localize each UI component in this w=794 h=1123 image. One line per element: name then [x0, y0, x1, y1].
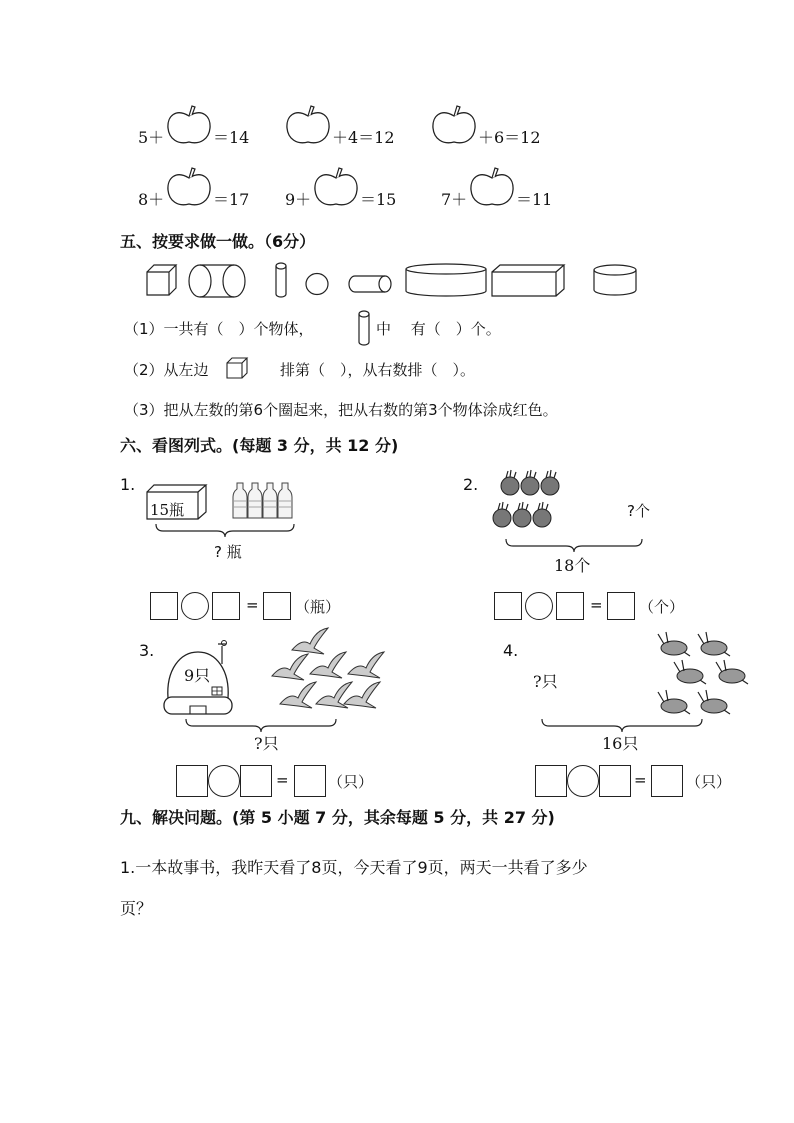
equation-right: ＋4＝12 [332, 128, 395, 147]
section-5-title: 五、按要求做一做。（6分） [120, 232, 316, 251]
cube-icon [146, 264, 178, 296]
equals-sign: = [634, 771, 647, 789]
operator-circle[interactable] [525, 592, 553, 620]
equals-sign: = [276, 771, 289, 789]
equation-right: ＝15 [360, 190, 397, 209]
question-label: ?只 [254, 734, 279, 753]
cube-icon [226, 357, 248, 379]
section-5-q1-tail: 中 有（ ）个。 [376, 320, 501, 338]
answer-box[interactable] [494, 592, 522, 620]
equals-sign: = [246, 596, 259, 614]
rabbit-group-icon [652, 630, 752, 722]
sphere-icon [304, 272, 330, 296]
problem-number: 1. [120, 475, 136, 494]
cuboid-icon [491, 264, 565, 297]
rabbit-icon [701, 641, 727, 655]
answer-box[interactable] [556, 592, 584, 620]
section-5-q1-text: （1）一共有（ ）个物体， [124, 320, 314, 338]
radish-icon [501, 477, 519, 495]
problem-number: 4. [503, 641, 519, 660]
brace [155, 522, 295, 538]
radish-icon [513, 509, 531, 527]
bottles-icon [232, 481, 294, 521]
equation-left: 9＋ [285, 190, 312, 209]
answer-box[interactable] [607, 592, 635, 620]
question-label: ? 瓶 [214, 543, 242, 561]
brace [505, 538, 643, 554]
rabbit-icon [719, 669, 745, 683]
equation-left: 8＋ [138, 190, 165, 209]
right-label: ?个 [627, 502, 650, 520]
rabbit-icon [677, 669, 703, 683]
thin-cylinder-icon [357, 310, 371, 346]
unit-label: （瓶） [295, 598, 341, 616]
total-label: 18个 [554, 556, 591, 575]
radish-icon [521, 477, 539, 495]
operator-circle[interactable] [208, 765, 240, 797]
answer-box[interactable] [240, 765, 272, 797]
unit-label: （只） [328, 773, 374, 791]
bottle-icon [248, 483, 262, 518]
answer-box[interactable] [651, 765, 683, 797]
radish-icon [493, 509, 511, 527]
problem-number: 3. [139, 641, 155, 660]
section-5-q2-text: （2）从左边 [124, 361, 209, 379]
word-problem-line-2: 页？ [120, 899, 153, 918]
operator-circle[interactable] [181, 592, 209, 620]
house-label: 9只 [184, 666, 211, 685]
short-cylinder-icon [593, 264, 637, 296]
bottle-icon [233, 483, 247, 518]
radish-group-icon [494, 468, 570, 534]
total-label: 16只 [602, 734, 639, 753]
answer-box[interactable] [535, 765, 567, 797]
swallow-icon [272, 654, 308, 680]
rabbit-icon [661, 641, 687, 655]
problem-number: 2. [463, 475, 479, 494]
unit-label: （个） [639, 598, 685, 616]
apple-icon [431, 104, 477, 146]
radish-icon [541, 477, 559, 495]
brace [185, 718, 337, 734]
answer-box[interactable] [212, 592, 240, 620]
brace [541, 718, 703, 734]
swallow-flock-icon [270, 628, 388, 720]
answer-box[interactable] [176, 765, 208, 797]
operator-circle[interactable] [567, 765, 599, 797]
equals-sign: = [590, 596, 603, 614]
equation-right: ＝17 [213, 190, 250, 209]
section-6-title: 六、看图列式。(每题 3 分，共 12 分) [120, 436, 399, 455]
rabbit-icon [661, 699, 687, 713]
bottle-icon [278, 483, 292, 518]
answer-box[interactable] [599, 765, 631, 797]
equation-left: 5＋ [138, 128, 165, 147]
equation-right: ＝14 [213, 128, 250, 147]
apple-icon [285, 104, 331, 146]
apple-icon [469, 166, 515, 208]
left-label: ?只 [533, 672, 558, 691]
swallow-icon [292, 628, 328, 654]
horizontal-cylinder-icon [188, 264, 246, 298]
answer-box[interactable] [150, 592, 178, 620]
apple-icon [313, 166, 359, 208]
box-label: 15瓶 [150, 501, 185, 519]
answer-box[interactable] [263, 592, 291, 620]
section-9-title: 九、解决问题。(第 5 小题 7 分，其余每题 5 分，共 27 分) [120, 808, 555, 827]
answer-box[interactable] [294, 765, 326, 797]
section-5-q2-tail: 排第（ ），从右数排（ ）。 [280, 361, 476, 379]
swallow-icon [280, 682, 316, 708]
lying-cylinder-icon [347, 274, 393, 294]
bottle-icon [263, 483, 277, 518]
unit-label: （只） [686, 773, 732, 791]
apple-icon [166, 166, 212, 208]
thin-cylinder-icon [274, 262, 288, 298]
radish-icon [533, 509, 551, 527]
apple-icon [166, 104, 212, 146]
swallow-icon [348, 652, 384, 678]
flat-cylinder-icon [405, 263, 487, 297]
section-5-q3-text: （3）把从左数的第6个圈起来，把从右数的第3个物体涂成红色。 [124, 401, 558, 419]
rabbit-icon [701, 699, 727, 713]
word-problem-line-1: 1.一本故事书，我昨天看了8页，今天看了9页，两天一共看了多少 [120, 858, 588, 877]
equation-right: ＋6＝12 [478, 128, 541, 147]
swallow-icon [310, 652, 346, 678]
equation-left: 7＋ [441, 190, 468, 209]
equation-right: ＝11 [516, 190, 553, 209]
